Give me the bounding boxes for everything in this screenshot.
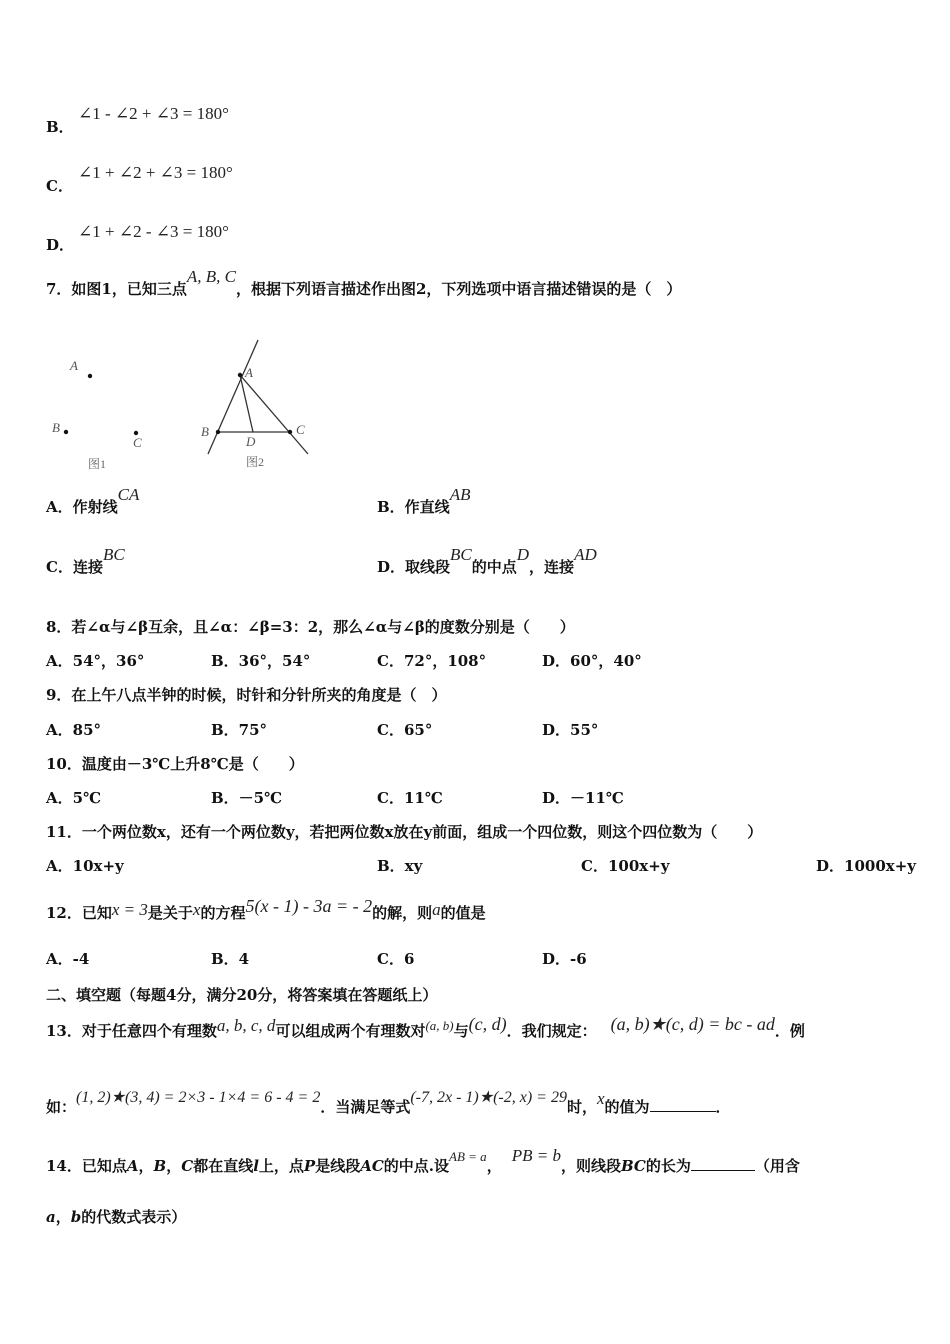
q14-t11: 是线段 <box>315 1157 361 1175</box>
q13-t3: 与 <box>453 1022 469 1040</box>
fig2-label-b: B <box>201 424 209 439</box>
q10-option-b: B．－5℃ <box>211 789 283 807</box>
fig2-label-c: C <box>296 422 305 437</box>
fig1-caption: 图1 <box>88 457 107 471</box>
q9-option-d: D．55° <box>542 721 599 739</box>
q7-option-a-math: CA <box>117 485 140 504</box>
q13-t10: ． <box>715 1098 731 1116</box>
q12-option-b: B．4 <box>211 950 250 968</box>
q7-option-b-math: AB <box>449 485 471 504</box>
q6-option-c-label: C． <box>46 177 73 195</box>
q14-t22: 的代数式表示） <box>81 1208 187 1226</box>
q13-m2: (a, b) <box>425 1018 454 1033</box>
q14-t18: （用含 <box>754 1157 800 1175</box>
q13-line-1 <box>46 1014 805 1041</box>
q12-m1: x = 3 <box>111 900 148 919</box>
q7-figure-1 <box>46 352 166 477</box>
q7-stem-lead: 7．如图1，已知三点 <box>46 280 187 298</box>
q12-option-c: C．6 <box>377 950 415 968</box>
q14-t19: a <box>46 1208 56 1226</box>
q6-option-b-label: B． <box>46 118 74 136</box>
q8-option-d: D．60°，40° <box>542 652 642 670</box>
q12-stem <box>46 896 486 923</box>
q6-option-b-formula: ∠1 - ∠2 + ∠3 = 180° <box>78 104 229 123</box>
q8-option-c: C．72°，108° <box>377 652 487 670</box>
q13-t7: ．当满足等式 <box>320 1098 411 1116</box>
q13-m4: (a, b)★(c, d) = bc - ad <box>610 1014 775 1034</box>
q13-t8: 时， <box>566 1098 597 1116</box>
q14-t9: 上，点 <box>258 1157 304 1175</box>
q7-stem <box>46 267 682 299</box>
q12-m3: 5(x - 1) - 3a = - 2 <box>245 896 373 916</box>
q14-t20: ， <box>55 1208 71 1226</box>
q10-option-c: C．11℃ <box>377 789 443 807</box>
q14-t15: ，则线段 <box>560 1157 621 1175</box>
q13-answer-blank[interactable] <box>650 1097 716 1112</box>
q7-stem-tail: ，根据下列语言描述作出图2，下列选项中语言描述错误的是（ ） <box>235 280 682 298</box>
q8-option-a: A．54°，36° <box>46 652 145 670</box>
q9-option-c: C．65° <box>377 721 433 739</box>
q7-figure-2 <box>196 338 316 473</box>
q14-t17: 的长为 <box>645 1157 691 1175</box>
q14-t14: ， <box>486 1157 502 1175</box>
q14-t3: ， <box>138 1157 154 1175</box>
q13-m5: (1, 2)★(3, 4) = 2×3 - 1×4 = 6 - 4 = 2 <box>76 1089 321 1106</box>
q8-stem: 8．若∠α与∠β互余，且∠α：∠β=3：2，那么∠α与∠β的度数分别是（ ） <box>46 618 575 636</box>
q14-answer-blank[interactable] <box>691 1156 755 1171</box>
q13-t6: 如： <box>46 1098 77 1116</box>
q7-option-a <box>46 485 140 517</box>
q8-option-b: B．36°，54° <box>211 652 311 670</box>
q7-option-b-text: B．作直线 <box>377 498 450 516</box>
q12-m4: a <box>432 900 441 919</box>
fig2-segment-ad <box>240 375 253 432</box>
q12-t3: 的方程 <box>200 904 246 922</box>
q7-option-d <box>377 545 597 577</box>
fig1-label-c: C <box>133 435 142 450</box>
q14-t5: ， <box>166 1157 182 1175</box>
q14-t6: C <box>181 1157 194 1175</box>
q14-m1: AB = a <box>449 1149 487 1164</box>
q13-line-2 <box>46 1089 731 1117</box>
q12-option-d: D．-6 <box>542 950 587 968</box>
q11-option-b: B．xy <box>377 857 423 875</box>
fig1-label-b: B <box>52 420 60 435</box>
q13-t2: 可以组成两个有理数对 <box>275 1022 426 1040</box>
q13-m7: x <box>596 1089 605 1108</box>
q9-stem: 9．在上午八点半钟的时候，时针和分针所夹的角度是（ ） <box>46 686 447 704</box>
q12-option-a: A．-4 <box>46 950 90 968</box>
q11-option-d: D．1000x+y <box>816 857 916 875</box>
q13-m6: (-7, 2x - 1)★(-2, x) = 29 <box>410 1089 567 1106</box>
q12-m2: x <box>192 900 201 919</box>
q12-t2: 是关于 <box>147 904 193 922</box>
q13-m1: a, b, c, d <box>216 1016 276 1035</box>
q7-option-b <box>377 485 471 517</box>
fig2-point-b <box>216 430 220 434</box>
q10-option-a: A．5℃ <box>46 789 102 807</box>
q13-t9: 的值为 <box>604 1098 650 1116</box>
q11-option-a: A．10x+y <box>46 857 124 875</box>
q11-stem: 11．一个两位数x，还有一个两位数y，若把两位数x放在y前面，组成一个四位数，则这个四位数为（ ） <box>46 823 763 841</box>
q14-t16: BC <box>620 1157 646 1175</box>
q11-option-c: C．100x+y <box>581 857 670 875</box>
fig2-label-a: A <box>245 365 253 380</box>
q6-option-c-formula: ∠1 + ∠2 + ∠3 = 180° <box>78 163 233 182</box>
q7-option-a-text: A．作射线 <box>46 498 118 516</box>
q7-option-c-math: BC <box>102 545 125 564</box>
q12-t4: 的解，则 <box>372 904 433 922</box>
fig2-point-c <box>288 430 292 434</box>
q14-t13: 的中点.设 <box>383 1157 450 1175</box>
q10-stem: 10．温度由－3℃上升8℃是（ ） <box>46 755 304 773</box>
q12-t1: 12．已知 <box>46 904 112 922</box>
q7-option-d-text2: 的中点 <box>471 558 517 576</box>
q7-option-d-text3: ，连接 <box>529 558 575 576</box>
q7-option-c <box>46 545 125 577</box>
fig2-caption: 图2 <box>246 455 265 469</box>
q9-option-b: B．75° <box>211 721 268 739</box>
q7-option-d-text1: D．取线段 <box>377 558 451 576</box>
q12-t5: 的值是 <box>440 904 486 922</box>
fig1-label-a: A <box>70 358 78 373</box>
q13-t1: 13．对于任意四个有理数 <box>46 1022 217 1040</box>
q14-t12: AC <box>360 1157 384 1175</box>
q7-option-d-math1: BC <box>450 545 472 564</box>
q14-t4: B <box>153 1157 167 1175</box>
q14-t2: A <box>126 1157 139 1175</box>
fig2-label-d: D <box>246 434 256 449</box>
q6-option-d-formula: ∠1 + ∠2 - ∠3 = 180° <box>78 222 229 241</box>
q14-t21: b <box>70 1208 82 1226</box>
q14-t10: P <box>303 1157 316 1175</box>
q13-t4: ．我们规定： <box>506 1022 597 1040</box>
q6-option-d-label: D． <box>46 236 75 254</box>
q14-line-2 <box>46 1206 186 1227</box>
q14-t1: 14．已知点 <box>46 1157 127 1175</box>
q7-points: A, B, C <box>186 267 236 286</box>
q7-option-d-math2: D <box>516 545 530 564</box>
section-2-heading: 二、填空题（每题4分，满分20分，将答案填在答题纸上） <box>46 986 438 1004</box>
fig1-point-b <box>64 430 68 434</box>
q7-option-d-math3: AD <box>574 545 597 564</box>
q13-t5: ．例 <box>774 1022 805 1040</box>
q13-m3: (c, d) <box>468 1014 507 1034</box>
q7-option-c-text: C．连接 <box>46 558 103 576</box>
q9-option-a: A．85° <box>46 721 102 739</box>
q14-t8: l <box>253 1157 259 1175</box>
q14-m2: PB = b <box>511 1146 561 1165</box>
q10-option-d: D．－11℃ <box>542 789 624 807</box>
q14-line-1 <box>46 1146 800 1176</box>
fig2-point-a <box>238 373 242 377</box>
q14-t7: 都在直线 <box>193 1157 254 1175</box>
fig1-point-a <box>88 374 92 378</box>
